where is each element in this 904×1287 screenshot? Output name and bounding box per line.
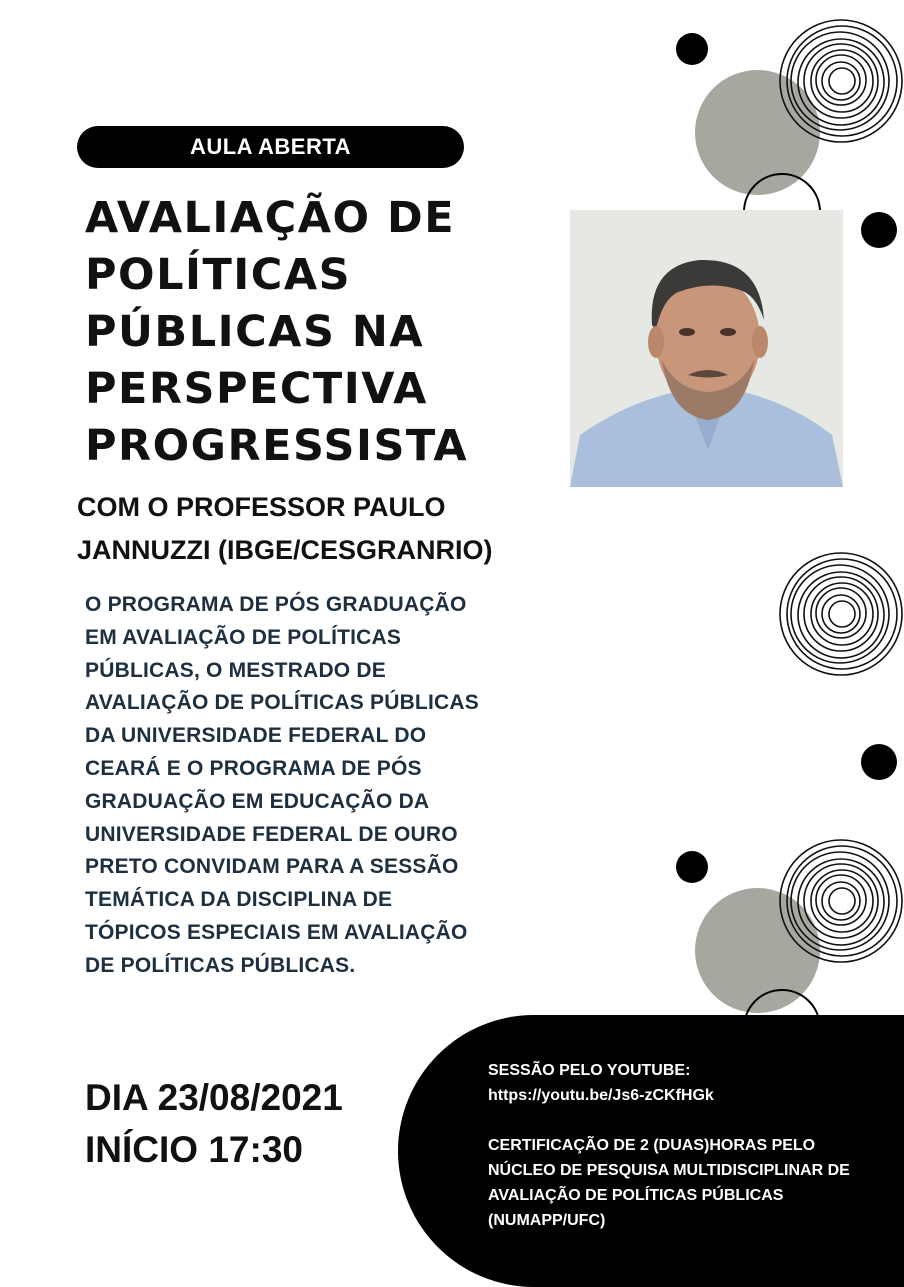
body-line: EM AVALIAÇÃO DE POLÍTICAS — [85, 625, 402, 649]
dot-icon-right-2 — [861, 744, 897, 780]
body-line: TEMÁTICA DA DISCIPLINA DE — [85, 888, 393, 912]
spiral-icon-middle — [778, 551, 904, 677]
half-ring-bottom — [742, 988, 822, 1018]
body-line: UNIVERSIDADE FEDERAL DE OURO — [85, 822, 458, 846]
body-line: GRADUAÇÃO EM EDUCAÇÃO DA — [85, 789, 430, 813]
dot-icon-right-1 — [861, 212, 897, 248]
body-line: O PROGRAMA DE PÓS GRADUAÇÃO — [85, 593, 467, 616]
spiral-icon-bottom — [778, 838, 904, 964]
certification-line: NÚCLEO DE PESQUISA MULTIDISCIPLINAR DE — [488, 1162, 850, 1179]
body-line: AVALIAÇÃO DE POLÍTICAS PÚBLICAS — [85, 691, 479, 715]
body-line: DE POLÍTICAS PÚBLICAS. — [85, 953, 356, 977]
aula-aberta-badge — [77, 126, 464, 168]
certification-line: AVALIAÇÃO DE POLÍTICAS PÚBLICAS — [488, 1187, 784, 1204]
subtitle-line: JANNUZZI (IBGE/CESGRANRIO) — [77, 535, 493, 565]
body-line: CEARÁ E O PROGRAMA DE PÓS — [85, 756, 422, 780]
professor-subtitle — [77, 486, 597, 572]
certification-line: CERTIFICAÇÃO DE 2 (DUAS)HORAS PELO — [488, 1137, 816, 1154]
title-line: POLÍTICAS — [85, 250, 352, 300]
body-line: DA UNIVERSIDADE FEDERAL DO — [85, 724, 427, 748]
session-label: SESSÃO PELO YOUTUBE: — [488, 1062, 691, 1079]
dot-icon-bottom — [676, 851, 708, 883]
title-line: PÚBLICAS NA — [85, 307, 425, 357]
title-line: AVALIAÇÃO DE — [85, 193, 456, 243]
body-line: PÚBLICAS, O MESTRADO DE — [85, 658, 386, 682]
badge-label: AULA ABERTA — [189, 134, 352, 159]
title-line: PERSPECTIVA — [85, 364, 428, 414]
spiral-icon-top — [778, 18, 904, 144]
certification-line: (NUMAPP/UFC) — [488, 1212, 606, 1229]
body-line: TÓPICOS ESPECIAIS EM AVALIAÇÃO — [85, 920, 468, 944]
dot-icon-top — [676, 33, 708, 65]
invitation-paragraph — [85, 589, 540, 983]
youtube-link[interactable]: https://youtu.be/Js6-zCKfHGk — [488, 1087, 714, 1104]
title-line: PROGRESSISTA — [85, 421, 469, 471]
half-ring-top — [742, 170, 822, 212]
date-time-block — [85, 1072, 405, 1176]
body-line: PRETO CONVIDAM PARA A SESSÃO — [85, 855, 459, 879]
event-start-time: INÍCIO 17:30 — [85, 1129, 303, 1170]
subtitle-line: COM O PROFESSOR PAULO — [77, 492, 446, 522]
event-date: DIA 23/08/2021 — [85, 1077, 343, 1118]
info-text-block — [488, 1058, 898, 1233]
speaker-photo — [570, 210, 843, 487]
event-title — [85, 190, 555, 475]
